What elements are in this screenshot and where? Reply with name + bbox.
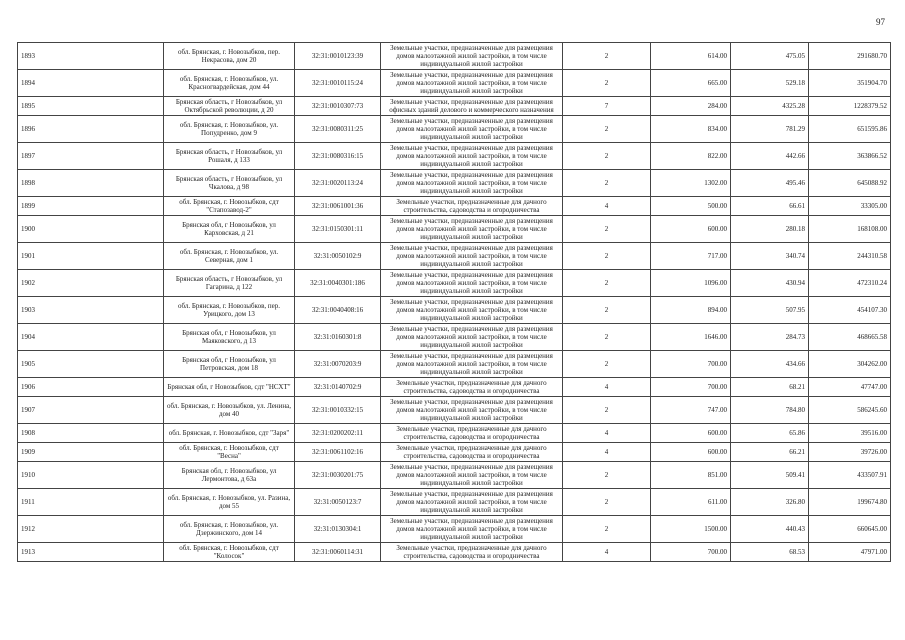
row-number: 1898 bbox=[18, 170, 164, 197]
category-cell: 2 bbox=[563, 270, 651, 297]
area-cell: 611.00 bbox=[651, 489, 731, 516]
cadastral-number-cell: 32:31:0030201:75 bbox=[295, 462, 381, 489]
specific-value-cell: 507.95 bbox=[731, 297, 809, 324]
cadastral-number-cell: 32:31:0040408:16 bbox=[295, 297, 381, 324]
cadastral-value-cell: 433507.91 bbox=[809, 462, 891, 489]
address-cell: Брянская обл, г Новозыбков, сдт "НСХТ" bbox=[164, 378, 295, 397]
table-row bbox=[18, 424, 891, 443]
cadastral-value-cell: 363866.52 bbox=[809, 143, 891, 170]
cadastral-number-cell: 32:31:0010332:15 bbox=[295, 397, 381, 424]
category-cell: 4 bbox=[563, 543, 651, 562]
row-number: 1902 bbox=[18, 270, 164, 297]
land-use-cell: Земельные участки, предназначенные для размещения домов малоэтажной жилой застройки, в том числе индивидуальной жилой застройки bbox=[381, 489, 563, 516]
row-number: 1909 bbox=[18, 443, 164, 462]
land-use-cell: Земельные участки, предназначенные для дачного строительства, садоводства и огородничества bbox=[381, 443, 563, 462]
row-number: 1904 bbox=[18, 324, 164, 351]
address-cell: обл. Брянская, г. Новозыбков, ул. Красногвардейская, дом 44 bbox=[164, 70, 295, 97]
land-use-cell: Земельные участки, предназначенные для размещения домов малоэтажной жилой застройки, в том числе индивидуальной жилой застройки bbox=[381, 243, 563, 270]
table-row bbox=[18, 243, 891, 270]
cadastral-value-cell: 244310.58 bbox=[809, 243, 891, 270]
table-row bbox=[18, 351, 891, 378]
specific-value-cell: 66.21 bbox=[731, 443, 809, 462]
address-cell: обл. Брянская, г. Новозыбков, ул. Северная, дом 1 bbox=[164, 243, 295, 270]
cadastral-number-cell: 32:31:0150301:11 bbox=[295, 216, 381, 243]
area-cell: 1302.00 bbox=[651, 170, 731, 197]
land-use-cell: Земельные участки, предназначенные для размещения домов малоэтажной жилой застройки, в том числе индивидуальной жилой застройки bbox=[381, 170, 563, 197]
category-cell: 2 bbox=[563, 170, 651, 197]
specific-value-cell: 440.43 bbox=[731, 516, 809, 543]
page-number: 97 bbox=[876, 17, 885, 27]
table-row bbox=[18, 378, 891, 397]
category-cell: 4 bbox=[563, 424, 651, 443]
specific-value-cell: 68.53 bbox=[731, 543, 809, 562]
area-cell: 600.00 bbox=[651, 443, 731, 462]
cadastral-value-cell: 39726.00 bbox=[809, 443, 891, 462]
cadastral-value-cell: 472310.24 bbox=[809, 270, 891, 297]
land-use-cell: Земельные участки, предназначенные для дачного строительства, садоводства и огородничества bbox=[381, 378, 563, 397]
cadastral-number-cell: 32:31:0200202:11 bbox=[295, 424, 381, 443]
cadastral-value-cell: 454107.30 bbox=[809, 297, 891, 324]
area-cell: 834.00 bbox=[651, 116, 731, 143]
area-cell: 717.00 bbox=[651, 243, 731, 270]
land-use-cell: Земельные участки, предназначенные для размещения домов малоэтажной жилой застройки, в том числе индивидуальной жилой застройки bbox=[381, 462, 563, 489]
area-cell: 600.00 bbox=[651, 424, 731, 443]
address-cell: Брянская обл, г Новозыбков, ул Маяковского, д 13 bbox=[164, 324, 295, 351]
address-cell: обл. Брянская, г. Новозыбков, сдт "Заря" bbox=[164, 424, 295, 443]
cadastral-number-cell: 32:31:0040301:186 bbox=[295, 270, 381, 297]
land-use-cell: Земельные участки, предназначенные для дачного строительства, садоводства и огородничества bbox=[381, 424, 563, 443]
cadastral-value-cell: 33305.00 bbox=[809, 197, 891, 216]
specific-value-cell: 784.80 bbox=[731, 397, 809, 424]
cadastral-number-cell: 32:31:0160301:8 bbox=[295, 324, 381, 351]
row-number: 1906 bbox=[18, 378, 164, 397]
area-cell: 284.00 bbox=[651, 97, 731, 116]
cadastral-value-cell: 291680.70 bbox=[809, 43, 891, 70]
cadastral-number-cell: 32:31:0061001:36 bbox=[295, 197, 381, 216]
specific-value-cell: 326.80 bbox=[731, 489, 809, 516]
address-cell: обл. Брянская, г. Новозыбков, ул. Ленина, дом 40 bbox=[164, 397, 295, 424]
cadastral-number-cell: 32:31:0080311:25 bbox=[295, 116, 381, 143]
specific-value-cell: 509.41 bbox=[731, 462, 809, 489]
specific-value-cell: 781.29 bbox=[731, 116, 809, 143]
cadastral-number-cell: 32:31:0050123:7 bbox=[295, 489, 381, 516]
address-cell: обл. Брянская, г. Новозыбков, сдт "Стапозавод-2" bbox=[164, 197, 295, 216]
cadastral-number-cell: 32:31:0080316:15 bbox=[295, 143, 381, 170]
cadastral-number-cell: 32:31:0010307:73 bbox=[295, 97, 381, 116]
category-cell: 2 bbox=[563, 516, 651, 543]
category-cell: 2 bbox=[563, 489, 651, 516]
row-number: 1896 bbox=[18, 116, 164, 143]
row-number: 1908 bbox=[18, 424, 164, 443]
category-cell: 2 bbox=[563, 462, 651, 489]
cadastral-value-cell: 304262.00 bbox=[809, 351, 891, 378]
cadastral-value-cell: 351904.70 bbox=[809, 70, 891, 97]
category-cell: 2 bbox=[563, 297, 651, 324]
row-number: 1907 bbox=[18, 397, 164, 424]
area-cell: 700.00 bbox=[651, 351, 731, 378]
specific-value-cell: 284.73 bbox=[731, 324, 809, 351]
cadastral-value-cell: 586245.60 bbox=[809, 397, 891, 424]
specific-value-cell: 529.18 bbox=[731, 70, 809, 97]
category-cell: 2 bbox=[563, 43, 651, 70]
cadastral-number-cell: 32:31:0140702:9 bbox=[295, 378, 381, 397]
address-cell: Брянская область, г Новозыбков, ул Рошаля, д 133 bbox=[164, 143, 295, 170]
area-cell: 1646.00 bbox=[651, 324, 731, 351]
area-cell: 894.00 bbox=[651, 297, 731, 324]
area-cell: 700.00 bbox=[651, 378, 731, 397]
address-cell: обл. Брянская, г. Новозыбков, сдт "Колосок" bbox=[164, 543, 295, 562]
address-cell: Брянская область, г Новозыбков, ул Гагарина, д 122 bbox=[164, 270, 295, 297]
category-cell: 2 bbox=[563, 351, 651, 378]
table-row bbox=[18, 297, 891, 324]
address-cell: Брянская область, г Новозыбков, ул Октябрьской революции, д 20 bbox=[164, 97, 295, 116]
land-use-cell: Земельные участки, предназначенные для размещения домов малоэтажной жилой застройки, в том числе индивидуальной жилой застройки bbox=[381, 324, 563, 351]
land-use-cell: Земельные участки, предназначенные для размещения домов малоэтажной жилой застройки, в том числе индивидуальной жилой застройки bbox=[381, 516, 563, 543]
specific-value-cell: 475.05 bbox=[731, 43, 809, 70]
address-cell: обл. Брянская, г. Новозыбков, сдт "Весна" bbox=[164, 443, 295, 462]
address-cell: Брянская обл, г Новозыбков, ул Петровская, дом 18 bbox=[164, 351, 295, 378]
address-cell: обл. Брянская, г. Новозыбков, пер. Урицкого, дом 13 bbox=[164, 297, 295, 324]
specific-value-cell: 495.46 bbox=[731, 170, 809, 197]
cadastral-value-cell: 651595.86 bbox=[809, 116, 891, 143]
cadastral-value-cell: 168108.00 bbox=[809, 216, 891, 243]
category-cell: 2 bbox=[563, 116, 651, 143]
specific-value-cell: 4325.28 bbox=[731, 97, 809, 116]
land-use-cell: Земельные участки, предназначенные для размещения домов малоэтажной жилой застройки, в том числе индивидуальной жилой застройки bbox=[381, 270, 563, 297]
row-number: 1913 bbox=[18, 543, 164, 562]
row-number: 1895 bbox=[18, 97, 164, 116]
specific-value-cell: 66.61 bbox=[731, 197, 809, 216]
table-row bbox=[18, 270, 891, 297]
land-use-cell: Земельные участки, предназначенные для размещения домов малоэтажной жилой застройки, в том числе индивидуальной жилой застройки bbox=[381, 43, 563, 70]
table-row bbox=[18, 543, 891, 562]
address-cell: обл. Брянская, г. Новозыбков, ул. Дзержинского, дом 14 bbox=[164, 516, 295, 543]
cadastral-number-cell: 32:31:0130304:1 bbox=[295, 516, 381, 543]
row-number: 1894 bbox=[18, 70, 164, 97]
specific-value-cell: 340.74 bbox=[731, 243, 809, 270]
row-number: 1899 bbox=[18, 197, 164, 216]
area-cell: 822.00 bbox=[651, 143, 731, 170]
land-use-cell: Земельные участки, предназначенные для размещения домов малоэтажной жилой застройки, в том числе индивидуальной жилой застройки bbox=[381, 297, 563, 324]
row-number: 1900 bbox=[18, 216, 164, 243]
table-row bbox=[18, 116, 891, 143]
category-cell: 2 bbox=[563, 397, 651, 424]
land-use-cell: Земельные участки, предназначенные для размещения домов малоэтажной жилой застройки, в том числе индивидуальной жилой застройки bbox=[381, 116, 563, 143]
category-cell: 2 bbox=[563, 243, 651, 270]
table-row bbox=[18, 462, 891, 489]
cadastral-value-cell: 468665.58 bbox=[809, 324, 891, 351]
area-cell: 1096.00 bbox=[651, 270, 731, 297]
row-number: 1903 bbox=[18, 297, 164, 324]
table-row bbox=[18, 143, 891, 170]
row-number: 1912 bbox=[18, 516, 164, 543]
cadastral-number-cell: 32:31:0050102:9 bbox=[295, 243, 381, 270]
category-cell: 2 bbox=[563, 70, 651, 97]
table-row bbox=[18, 324, 891, 351]
table-row bbox=[18, 43, 891, 70]
cadastral-number-cell: 32:31:0010123:39 bbox=[295, 43, 381, 70]
table-row bbox=[18, 397, 891, 424]
area-cell: 600.00 bbox=[651, 216, 731, 243]
cadastral-value-cell: 199674.80 bbox=[809, 489, 891, 516]
specific-value-cell: 442.66 bbox=[731, 143, 809, 170]
category-cell: 7 bbox=[563, 97, 651, 116]
specific-value-cell: 430.94 bbox=[731, 270, 809, 297]
cadastral-value-cell: 47747.00 bbox=[809, 378, 891, 397]
cadastral-value-cell: 645088.92 bbox=[809, 170, 891, 197]
row-number: 1910 bbox=[18, 462, 164, 489]
land-use-cell: Земельные участки, предназначенные для размещения домов малоэтажной жилой застройки, в том числе индивидуальной жилой застройки bbox=[381, 216, 563, 243]
cadastral-number-cell: 32:31:0060114:31 bbox=[295, 543, 381, 562]
land-use-cell: Земельные участки, предназначенные для размещения домов малоэтажной жилой застройки, в том числе индивидуальной жилой застройки bbox=[381, 143, 563, 170]
table-row bbox=[18, 443, 891, 462]
row-number: 1911 bbox=[18, 489, 164, 516]
specific-value-cell: 65.86 bbox=[731, 424, 809, 443]
area-cell: 665.00 bbox=[651, 70, 731, 97]
address-cell: Брянская обл, г. Новозыбков, ул Лермонтова, д 63а bbox=[164, 462, 295, 489]
category-cell: 2 bbox=[563, 143, 651, 170]
category-cell: 2 bbox=[563, 216, 651, 243]
area-cell: 747.00 bbox=[651, 397, 731, 424]
cadastral-value-cell: 660645.00 bbox=[809, 516, 891, 543]
address-cell: обл. Брянская, г. Новозыбков, ул. Разина, дом 55 bbox=[164, 489, 295, 516]
row-number: 1905 bbox=[18, 351, 164, 378]
cadastral-value-cell: 47971.00 bbox=[809, 543, 891, 562]
land-use-cell: Земельные участки, предназначенные для дачного строительства, садоводства и огородничества bbox=[381, 197, 563, 216]
cadastral-number-cell: 32:31:0061102:16 bbox=[295, 443, 381, 462]
specific-value-cell: 434.66 bbox=[731, 351, 809, 378]
category-cell: 4 bbox=[563, 443, 651, 462]
table-row bbox=[18, 216, 891, 243]
table-row bbox=[18, 170, 891, 197]
specific-value-cell: 280.18 bbox=[731, 216, 809, 243]
area-cell: 1500.00 bbox=[651, 516, 731, 543]
table-row bbox=[18, 516, 891, 543]
cadastral-number-cell: 32:31:0010115:24 bbox=[295, 70, 381, 97]
table-row bbox=[18, 197, 891, 216]
land-use-cell: Земельные участки, предназначенные для дачного строительства, садоводства и огородничества bbox=[381, 543, 563, 562]
area-cell: 614.00 bbox=[651, 43, 731, 70]
row-number: 1893 bbox=[18, 43, 164, 70]
address-cell: Брянская область, г Новозыбков, ул Чкалова, д 98 bbox=[164, 170, 295, 197]
cadastral-number-cell: 32:31:0070203:9 bbox=[295, 351, 381, 378]
area-cell: 851.00 bbox=[651, 462, 731, 489]
category-cell: 4 bbox=[563, 197, 651, 216]
cadastral-value-table bbox=[17, 42, 891, 562]
land-use-cell: Земельные участки, предназначенные для размещения домов малоэтажной жилой застройки, в том числе индивидуальной жилой застройки bbox=[381, 397, 563, 424]
address-cell: обл. Брянская, г. Новозыбков, пер. Некрасова, дом 20 bbox=[164, 43, 295, 70]
table-row bbox=[18, 70, 891, 97]
land-use-cell: Земельные участки, предназначенные для размещения домов малоэтажной жилой застройки, в том числе индивидуальной жилой застройки bbox=[381, 351, 563, 378]
category-cell: 4 bbox=[563, 378, 651, 397]
address-cell: обл. Брянская, г. Новозыбков, ул. Попудренко, дом 9 bbox=[164, 116, 295, 143]
row-number: 1901 bbox=[18, 243, 164, 270]
address-cell: Брянская обл, г Новозыбков, ул Карховская, д 21 bbox=[164, 216, 295, 243]
land-use-cell: Земельные участки, предназначенные для размещения домов малоэтажной жилой застройки, в том числе индивидуальной жилой застройки bbox=[381, 70, 563, 97]
area-cell: 700.00 bbox=[651, 543, 731, 562]
cadastral-number-cell: 32:31:0020113:24 bbox=[295, 170, 381, 197]
cadastral-value-cell: 39516.00 bbox=[809, 424, 891, 443]
specific-value-cell: 68.21 bbox=[731, 378, 809, 397]
row-number: 1897 bbox=[18, 143, 164, 170]
table-row bbox=[18, 97, 891, 116]
table-body bbox=[18, 43, 891, 562]
category-cell: 2 bbox=[563, 324, 651, 351]
cadastral-value-cell: 1228379.52 bbox=[809, 97, 891, 116]
area-cell: 500.00 bbox=[651, 197, 731, 216]
table-row bbox=[18, 489, 891, 516]
land-use-cell: Земельные участки, предназначенные для размещения офисных зданий делового и коммерческого назначения bbox=[381, 97, 563, 116]
